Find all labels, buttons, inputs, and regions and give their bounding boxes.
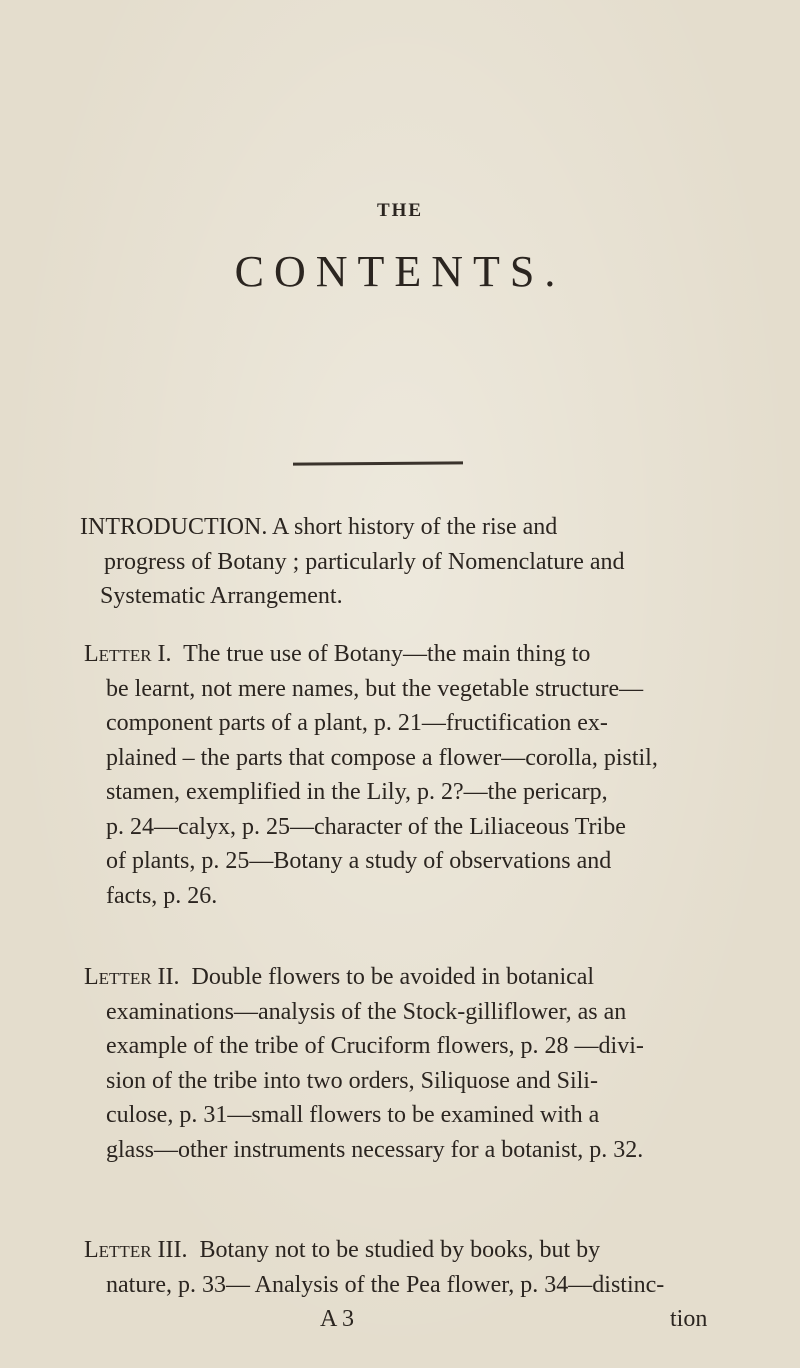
letter-3-line: nature, p. 33— Analysis of the Pea flower, p. 34—distinc- xyxy=(106,1271,665,1298)
letter-2-line: glass—other instruments necessary for a botanist, p. 32. xyxy=(106,1136,644,1163)
intro-line: progress of Botany ; particularly of Nomenclature and xyxy=(104,548,625,575)
introduction-entry xyxy=(80,510,770,614)
letter-2-line: examinations—analysis of the Stock-gilliflower, as an xyxy=(106,998,627,1025)
letter-2-first-line xyxy=(84,960,764,995)
letter-2-entry xyxy=(84,960,764,1167)
letter-1-line: The true use of Botany—the main thing to xyxy=(183,641,591,667)
letter-1-label: Letter I. xyxy=(84,641,172,667)
intro-line: INTRODUCTION. A short history of the rise and xyxy=(80,514,558,540)
letter-2-line: example of the tribe of Cruciform flowers, p. 28 —divi- xyxy=(106,1033,644,1059)
letter-1-line: facts, p. 26. xyxy=(106,882,218,909)
letter-1-entry xyxy=(84,637,764,913)
decorative-rule xyxy=(293,461,463,465)
letter-1-first-line xyxy=(84,637,764,672)
letter-3-first-line xyxy=(84,1233,764,1268)
page-footer xyxy=(0,1306,800,1340)
letter-1-line: plained – the parts that compose a flower—corolla, pistil, xyxy=(106,744,658,771)
intro-line: Systematic Arrangement. xyxy=(100,583,343,609)
letter-2-label: Letter II. xyxy=(84,964,180,990)
letter-3-entry xyxy=(84,1233,764,1302)
letter-1-line: p. 24—calyx, p. 25—character of the Liliaceous Tribe xyxy=(106,813,626,840)
letter-3-label: Letter III. xyxy=(84,1237,188,1263)
letter-2-line: culose, p. 31—small flowers to be examined with a xyxy=(106,1102,600,1128)
signature-mark: A 3 xyxy=(320,1306,355,1332)
letter-1-line: be learnt, not mere names, but the vegetable structure— xyxy=(106,675,644,702)
letter-2-line: sion of the tribe into two orders, Siliquose and Sili- xyxy=(106,1067,598,1094)
letter-1-line: stamen, exemplified in the Lily, p. 2?—the pericarp, xyxy=(106,779,608,805)
heading-the: THE xyxy=(376,200,424,221)
catchword: tion xyxy=(670,1306,708,1332)
letter-1-line: component parts of a plant, p. 21—fructification ex- xyxy=(106,710,608,736)
letter-1-line: of plants, p. 25—Botany a study of observations and xyxy=(106,848,612,874)
letter-2-line: Double flowers to be avoided in botanical xyxy=(191,964,595,990)
letter-3-line: Botany not to be studied by books, but by xyxy=(199,1237,601,1263)
page-title: CONTENTS. xyxy=(234,247,566,296)
